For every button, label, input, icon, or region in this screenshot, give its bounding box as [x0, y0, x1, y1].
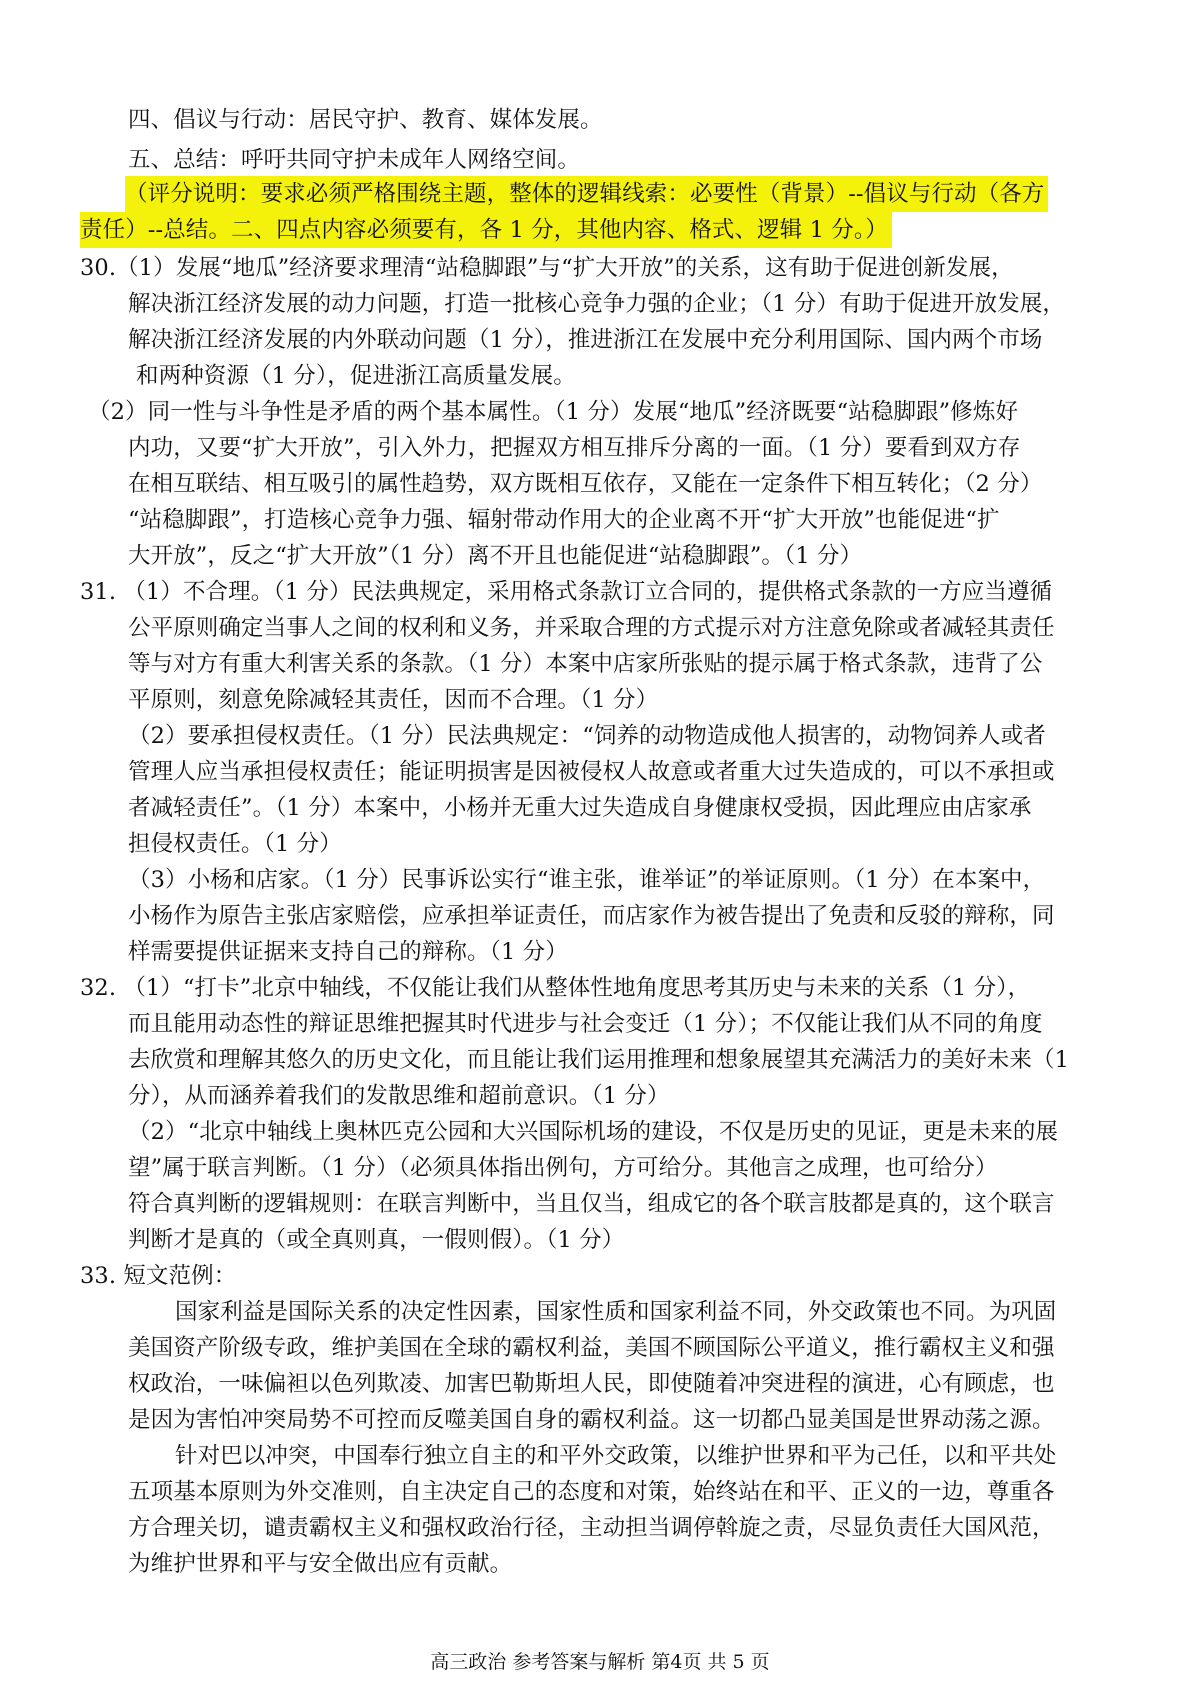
text-line: 等与对方有重大利害关系的条款。（1 分）本案中店家所张贴的提示属于格式条款，违背了公	[128, 651, 1043, 677]
text-line: 为维护世界和平与安全做出应有贡献。	[128, 1551, 513, 1577]
text-line: （2）“北京中轴线上奥林匹克公园和大兴国际机场的建设，不仅是历史的见证，更是未来的展	[128, 1119, 1059, 1145]
text-line: 分），从而涵养着我们的发散思维和超前意识。（1 分）	[128, 1083, 670, 1109]
text-line: 解决浙江经济发展的动力问题，打造一批核心竞争力强的企业；（1 分）有助于促进开放发展，	[128, 291, 1066, 317]
text-line: 四、倡议与行动：居民守护、教育、媒体发展。	[128, 107, 603, 133]
text-line: （2）同一性与斗争性是矛盾的两个基本属性。（1 分）发展“地瓜”经济既要“站稳脚跟”修炼好	[88, 399, 1019, 425]
text-line: 和两种资源（1 分），促进浙江高质量发展。	[136, 363, 576, 389]
highlighted-note-line: 责任）--总结。二、四点内容必须要有，各 1 分，其他内容、格式、逻辑 1 分。）	[80, 212, 892, 248]
highlighted-note-line: （评分说明：要求必须严格围绕主题，整体的逻辑线索：必要性（背景）--倡议与行动（各方	[125, 176, 1048, 212]
text-line: （2）要承担侵权责任。（1 分）民法典规定：“饲养的动物造成他人损害的，动物饲养人或者	[128, 723, 1046, 749]
text-line: 针对巴以冲突，中国奉行独立自主的和平外交政策，以维护世界和平为己任，以和平共处	[175, 1443, 1057, 1469]
text-line: 31. （1）不合理。（1 分）民法典规定，采用格式条款订立合同的，提供格式条款的一方应当遵循	[80, 579, 1053, 605]
text-line: （3）小杨和店家。（1 分）民事诉讼实行“谁主张，谁举证”的举证原则。（1 分）在本案中，	[128, 867, 1046, 893]
text-line: 样需要提供证据来支持自己的辩称。（1 分）	[128, 939, 568, 965]
text-line: 小杨作为原告主张店家赔偿，应承担举证责任，而店家作为被告提出了免责和反驳的辩称，同	[128, 903, 1055, 929]
text-line: 解决浙江经济发展的内外联动问题（1 分），推进浙江在发展中充分利用国际、国内两个市场	[128, 327, 1043, 353]
text-line: 判断才是真的（或全真则真，一假则假）。（1 分）	[128, 1227, 625, 1253]
text-line: 担侵权责任。（1 分）	[128, 831, 342, 857]
text-line: 管理人应当承担侵权责任；能证明损害是因被侵权人故意或者重大过失造成的，可以不承担或	[128, 759, 1055, 785]
text-line: 望”属于联言判断。（1 分）（必须具体指出例句，方可给分。其他言之成理，也可给分）	[128, 1155, 998, 1181]
text-line: 在相互联结、相互吸引的属性趋势，双方既相互依存，又能在一定条件下相互转化；（2 分）	[128, 471, 1043, 497]
text-line: 去欣赏和理解其悠久的历史文化，而且能让我们运用推理和想象展望其充满活力的美好未来（1	[128, 1047, 1070, 1073]
text-line: 五项基本原则为外交准则，自主决定自己的态度和对策，始终站在和平、正义的一边，尊重各	[128, 1479, 1055, 1505]
text-line: 内功，又要“扩大开放”，引入外力，把握双方相互排斥分离的一面。（1 分）要看到双方存	[128, 435, 1021, 461]
text-line: “站稳脚跟”，打造核心竞争力强、辐射带动作用大的企业离不开“扩大开放”也能促进“扩	[128, 507, 1000, 533]
text-line: 国家利益是国际关系的决定性因素，国家性质和国家利益不同，外交政策也不同。为巩固	[175, 1299, 1057, 1325]
text-line: 30.（1）发展“地瓜”经济要求理清“站稳脚跟”与“扩大开放”的关系，这有助于促进创新发展，	[80, 255, 1014, 281]
text-line: 权政治，一味偏袒以色列欺凌、加害巴勒斯坦人民，即使随着冲突进程的演进，心有顾虑，也	[128, 1371, 1055, 1397]
text-line: 32. （1）“打卡”北京中轴线，不仅能让我们从整体性地角度思考其历史与未来的关系（1 分），	[80, 975, 1031, 1001]
text-line: 是因为害怕冲突局势不可控而反噬美国自身的霸权利益。这一切都凸显美国是世界动荡之源。	[128, 1407, 1055, 1433]
text-line: 五、总结：呼吁共同守护未成年人网络空间。	[128, 147, 581, 173]
text-line: 符合真判断的逻辑规则：在联言判断中，当且仅当，组成它的各个联言肢都是真的，这个联言	[128, 1191, 1055, 1217]
text-line: 者减轻责任”。（1 分）本案中，小杨并无重大过失造成自身健康权受损，因此理应由店家承	[128, 795, 1032, 821]
text-line: 公平原则确定当事人之间的权利和义务，并采取合理的方式提示对方注意免除或者减轻其责任	[128, 615, 1055, 641]
text-line: 33. 短文范例：	[80, 1263, 237, 1289]
text-line: 美国资产阶级专政，维护美国在全球的霸权利益，美国不顾国际公平道义，推行霸权主义和强	[128, 1335, 1055, 1361]
text-line: 方合理关切，谴责霸权主义和强权政治行径，主动担当调停斡旋之责，尽显负责任大国风范，	[128, 1515, 1055, 1541]
text-line: 平原则，刻意免除减轻其责任，因而不合理。（1 分）	[128, 687, 659, 713]
text-line: 大开放”，反之“扩大开放”（1 分）离不开且也能促进“站稳脚跟”。（1 分）	[128, 543, 863, 569]
page-footer: 高三政治 参考答案与解析 第4页 共 5 页	[430, 1651, 770, 1673]
text-line: 而且能用动态性的辩证思维把握其时代进步与社会变迁（1 分）；不仅能让我们从不同的角度	[128, 1011, 1043, 1037]
